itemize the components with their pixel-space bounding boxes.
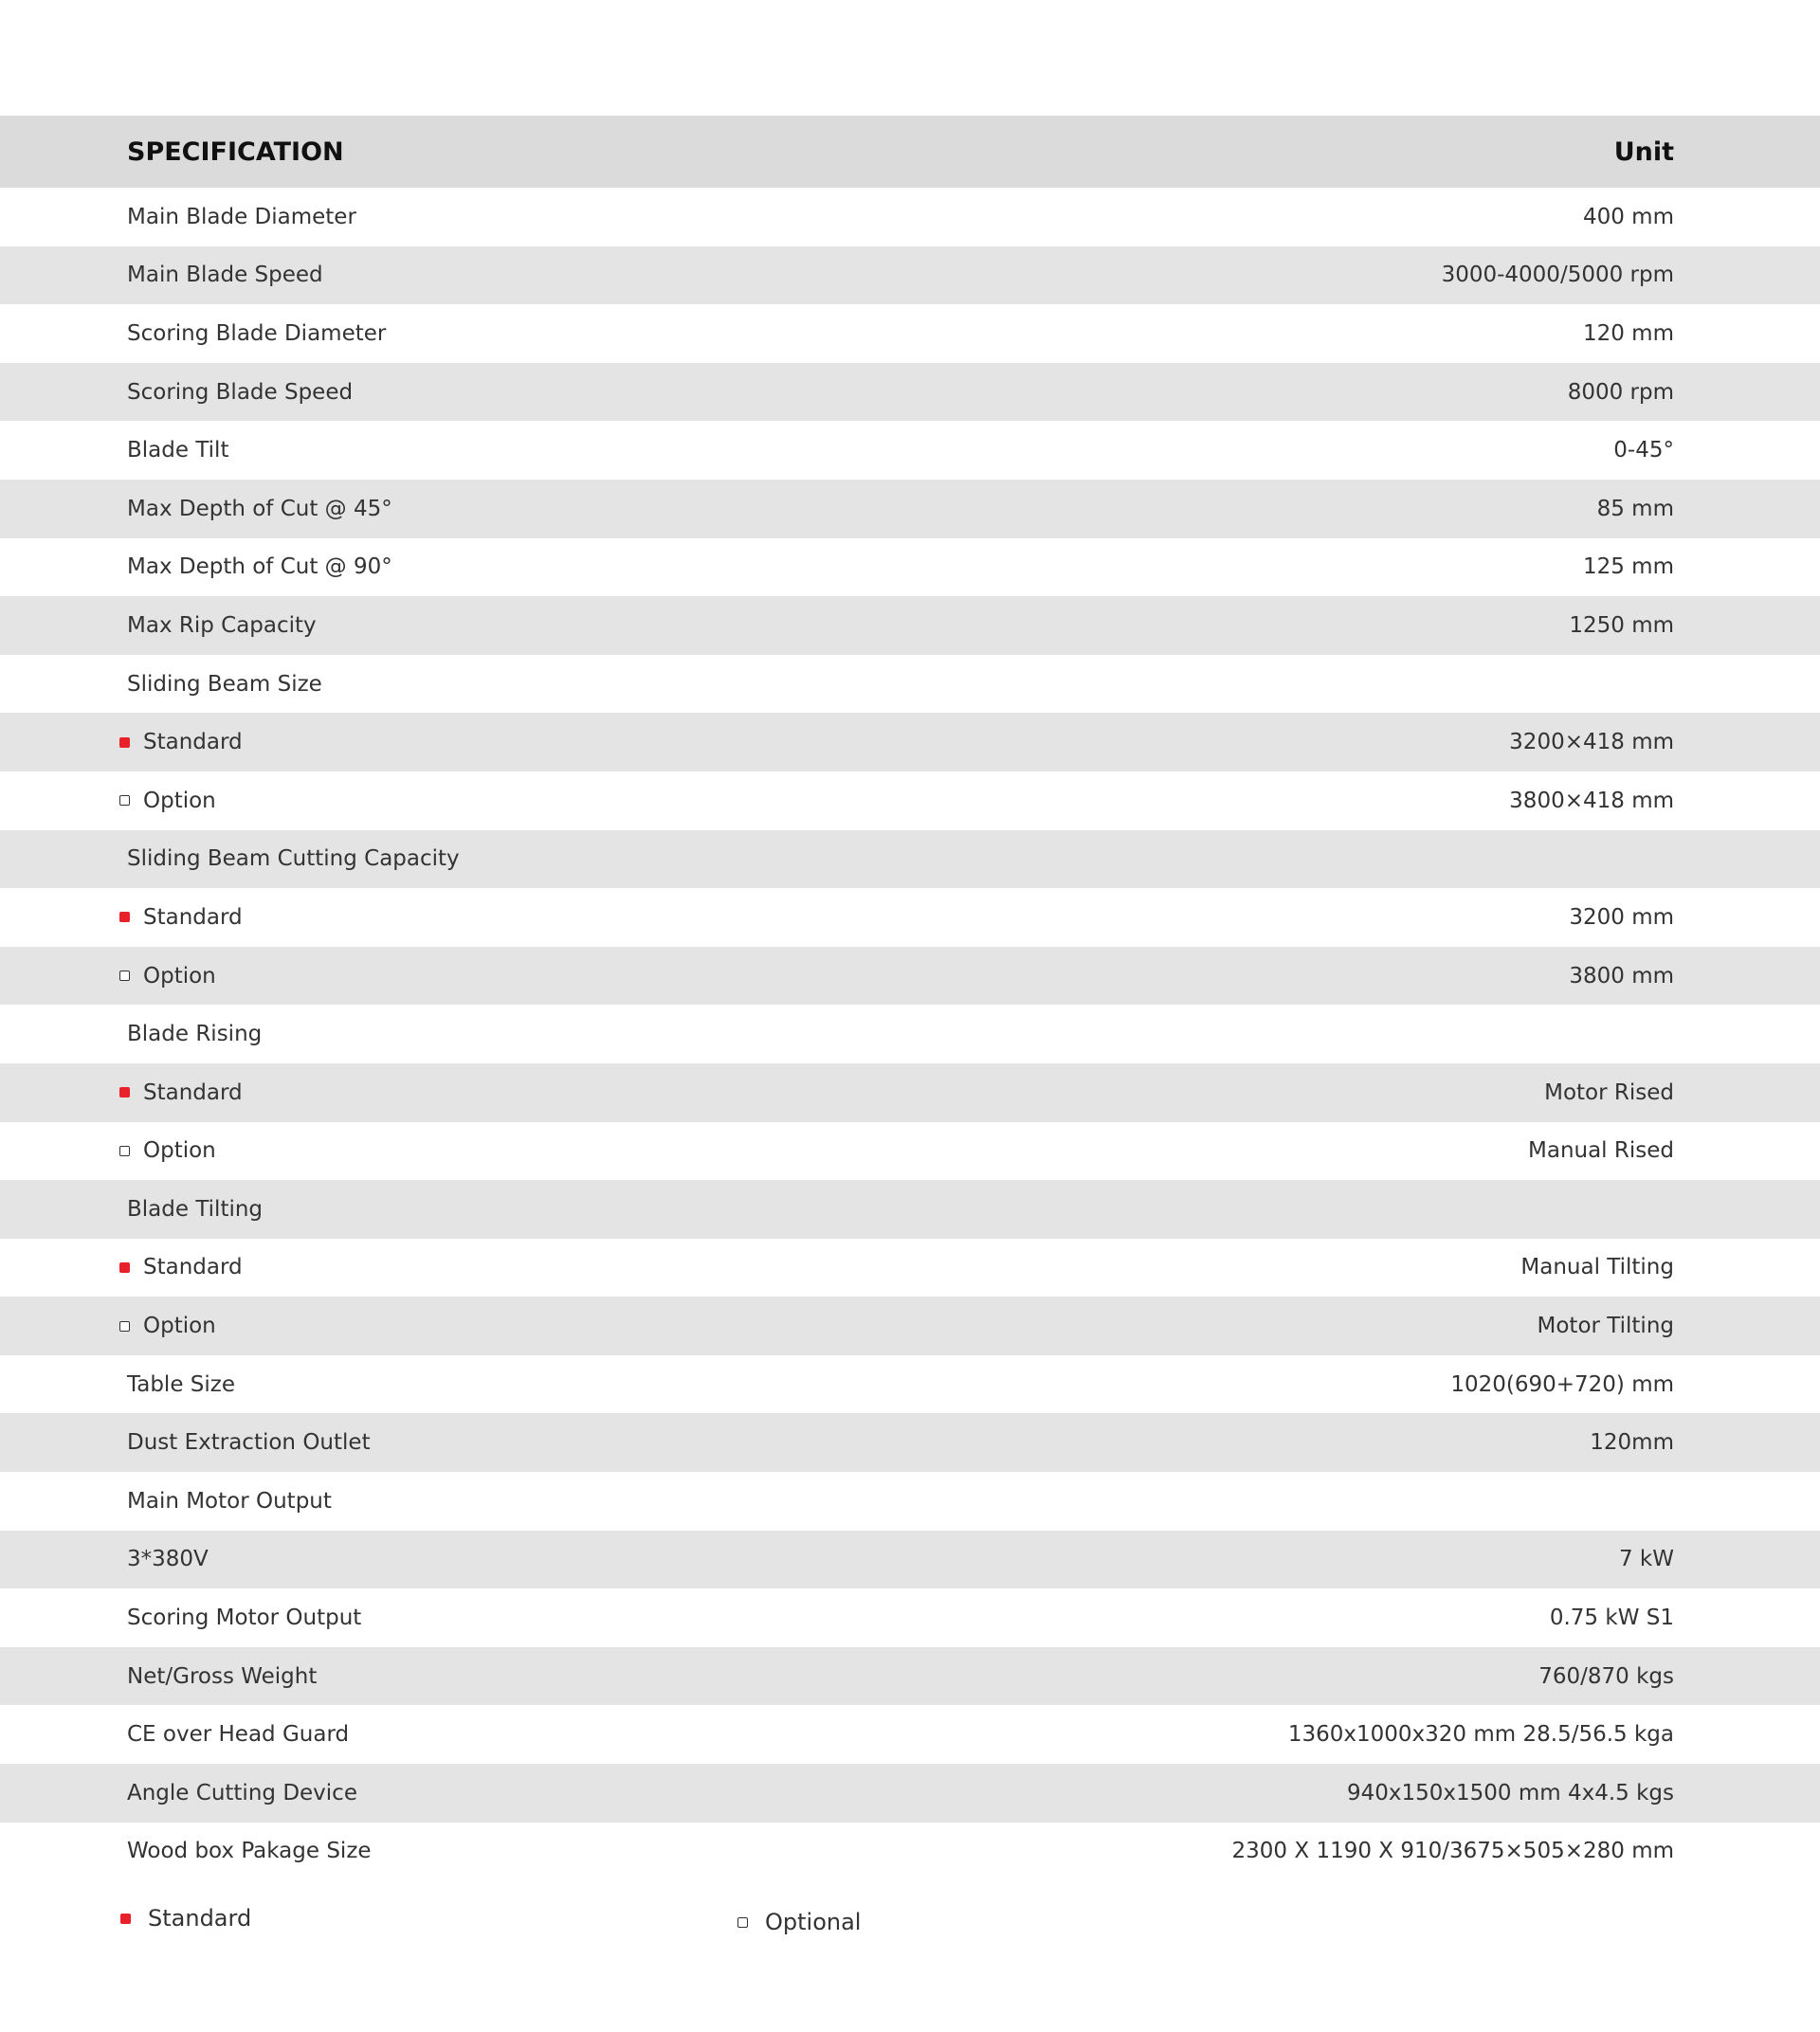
- spec-row-label-text: Max Depth of Cut @ 90°: [127, 554, 392, 580]
- spec-row: [0, 1239, 1820, 1297]
- spec-row-label: [127, 1547, 209, 1571]
- spec-row-label: [127, 1197, 263, 1222]
- spec-row: [0, 1413, 1820, 1472]
- spec-row-value: 8000 rpm: [1567, 379, 1674, 405]
- spec-row-label: [127, 613, 317, 638]
- optional-square-icon: [119, 1321, 130, 1332]
- spec-row-label-text: Angle Cutting Device: [127, 1780, 357, 1805]
- spec-row-label-text: Standard: [143, 730, 243, 755]
- spec-row-label-text: CE over Head Guard: [127, 1722, 350, 1748]
- optional-square-icon: [119, 795, 130, 806]
- spec-row-label: [127, 1839, 372, 1863]
- spec-row: [0, 421, 1820, 480]
- spec-row-value: 3000-4000/5000 rpm: [1441, 263, 1674, 288]
- spec-row: [0, 713, 1820, 771]
- spec-row: [0, 1531, 1820, 1589]
- spec-row-label: [127, 1722, 349, 1747]
- spec-row-label: [119, 1314, 216, 1338]
- standard-square-icon: [120, 1914, 131, 1924]
- spec-row-value: 0-45°: [1613, 438, 1674, 463]
- spec-row-label: [127, 1372, 235, 1397]
- spec-row-value: 940x150x1500 mm 4x4.5 kgs: [1346, 1780, 1674, 1805]
- spec-row: [0, 1472, 1820, 1531]
- spec-row-value: 3200 mm: [1569, 904, 1674, 930]
- spec-row-label-text: Max Rip Capacity: [127, 612, 317, 638]
- spec-row-label-text: Table Size: [127, 1371, 236, 1397]
- unit-column-header: Unit: [1613, 136, 1674, 167]
- spec-row-label: [119, 1255, 243, 1279]
- spec-row-value: Manual Rised: [1528, 1138, 1674, 1164]
- spec-row-label: [127, 205, 356, 229]
- spec-rows: [0, 188, 1820, 1880]
- spec-row: [0, 771, 1820, 830]
- spec-row-label: [127, 1664, 317, 1689]
- spec-row-label: [127, 263, 323, 287]
- spec-row-label-text: Option: [143, 788, 216, 813]
- spec-row: [0, 1063, 1820, 1122]
- spec-row-label-text: 3*380V: [127, 1547, 209, 1572]
- spec-row-value: 1360x1000x320 mm 28.5/56.5 kga: [1287, 1722, 1674, 1748]
- spec-row-value: 85 mm: [1596, 496, 1674, 521]
- spec-row-label: [127, 380, 353, 405]
- spec-row-label-text: Max Depth of Cut @ 45°: [127, 496, 392, 521]
- spec-row: [0, 480, 1820, 538]
- spec-row: [0, 538, 1820, 597]
- legend-standard-label: Standard: [148, 1905, 252, 1932]
- spec-row: [0, 1588, 1820, 1647]
- spec-row-value: Motor Tilting: [1537, 1314, 1674, 1339]
- spec-row-label-text: Standard: [143, 904, 243, 930]
- spec-row: [0, 1764, 1820, 1823]
- spec-row-label: [127, 1606, 361, 1630]
- spec-row-label: [119, 789, 216, 813]
- spec-row-label: [127, 1489, 332, 1514]
- spec-row: [0, 1705, 1820, 1764]
- spec-row-value: 3800 mm: [1569, 963, 1674, 989]
- spec-row-label-text: Blade Tilt: [127, 438, 229, 463]
- spec-row-label-text: Net/Gross Weight: [127, 1663, 318, 1689]
- standard-square-icon: [119, 1087, 130, 1098]
- legend: [0, 1905, 1820, 1952]
- spec-row: [0, 246, 1820, 305]
- spec-row-label: [127, 554, 392, 579]
- spec-column-header: SPECIFICATION: [127, 136, 344, 167]
- spec-row-value: 7 kW: [1618, 1547, 1674, 1572]
- spec-row-label: [127, 497, 392, 521]
- spec-row: [0, 188, 1820, 246]
- spec-row: [0, 655, 1820, 714]
- spec-row-label: [127, 1022, 262, 1046]
- spec-table-header: [0, 116, 1820, 188]
- standard-square-icon: [119, 737, 130, 748]
- spec-row: [0, 947, 1820, 1006]
- spec-row: [0, 1355, 1820, 1414]
- spec-row: [0, 1647, 1820, 1706]
- spec-row: [0, 830, 1820, 889]
- spec-row-value: 120 mm: [1582, 320, 1674, 346]
- spec-row: [0, 888, 1820, 947]
- spec-row-value: Motor Rised: [1544, 1080, 1674, 1105]
- spec-row-label: [127, 438, 228, 463]
- spec-row-label-text: Scoring Blade Diameter: [127, 320, 387, 346]
- optional-square-icon: [119, 1146, 130, 1156]
- spec-row-label: [119, 964, 216, 989]
- spec-row-label-text: Wood box Pakage Size: [127, 1839, 372, 1864]
- spec-row-label: [119, 905, 243, 930]
- spec-row: [0, 304, 1820, 363]
- spec-row: [0, 1180, 1820, 1239]
- spec-row-label-text: Option: [143, 1138, 216, 1164]
- spec-row-label-text: Dust Extraction Outlet: [127, 1430, 371, 1456]
- spec-row-value: Manual Tilting: [1520, 1255, 1674, 1280]
- legend-optional: [737, 1909, 861, 1935]
- legend-optional-label: Optional: [765, 1909, 862, 1935]
- standard-square-icon: [119, 1262, 130, 1273]
- spec-row-label: [119, 1080, 243, 1105]
- spec-table: [0, 116, 1820, 1880]
- spec-row-label: [119, 730, 243, 754]
- spec-row-value: 3800×418 mm: [1509, 788, 1674, 813]
- spec-row-label-text: Main Motor Output: [127, 1488, 332, 1514]
- spec-row-label-text: Option: [143, 1314, 216, 1339]
- spec-row-label-text: Standard: [143, 1255, 243, 1280]
- optional-square-icon: [737, 1917, 748, 1928]
- spec-row-label-text: Option: [143, 963, 216, 989]
- spec-row-label-text: Scoring Blade Speed: [127, 379, 354, 405]
- spec-row-label: [127, 672, 322, 697]
- spec-row: [0, 363, 1820, 422]
- spec-row-value: 760/870 kgs: [1538, 1663, 1674, 1689]
- spec-row-label-text: Sliding Beam Cutting Capacity: [127, 846, 460, 872]
- spec-row-label-text: Scoring Motor Output: [127, 1606, 362, 1631]
- spec-row: [0, 1005, 1820, 1063]
- spec-row: [0, 1122, 1820, 1181]
- standard-square-icon: [119, 912, 130, 922]
- spec-row-label: [119, 1138, 216, 1163]
- spec-row-label-text: Blade Rising: [127, 1022, 263, 1047]
- spec-row-value: 400 mm: [1582, 204, 1674, 229]
- spec-row-label-text: Main Blade Diameter: [127, 204, 356, 229]
- spec-row-label-text: Blade Tilting: [127, 1196, 264, 1222]
- spec-row-label-text: Sliding Beam Size: [127, 671, 322, 697]
- spec-row-label: [127, 1430, 371, 1455]
- spec-row-label-text: Standard: [143, 1080, 243, 1105]
- spec-row: [0, 1823, 1820, 1881]
- spec-row-label-text: Main Blade Speed: [127, 263, 323, 288]
- spec-row-label: [127, 321, 386, 346]
- optional-square-icon: [119, 971, 130, 981]
- spec-row: [0, 596, 1820, 655]
- spec-row-value: 1020(690+720) mm: [1450, 1371, 1674, 1397]
- legend-standard: [120, 1905, 251, 1932]
- spec-row-value: 120mm: [1590, 1430, 1674, 1456]
- spec-row-label: [127, 1781, 357, 1805]
- spec-row-label: [127, 846, 460, 871]
- spec-row-value: 125 mm: [1582, 554, 1674, 580]
- spec-row-value: 0.75 kW S1: [1549, 1606, 1674, 1631]
- spec-row-value: 2300 X 1190 X 910/3675×505×280 mm: [1231, 1839, 1674, 1864]
- spec-row: [0, 1297, 1820, 1355]
- spec-row-value: 1250 mm: [1569, 612, 1674, 638]
- spec-row-value: 3200×418 mm: [1509, 730, 1674, 755]
